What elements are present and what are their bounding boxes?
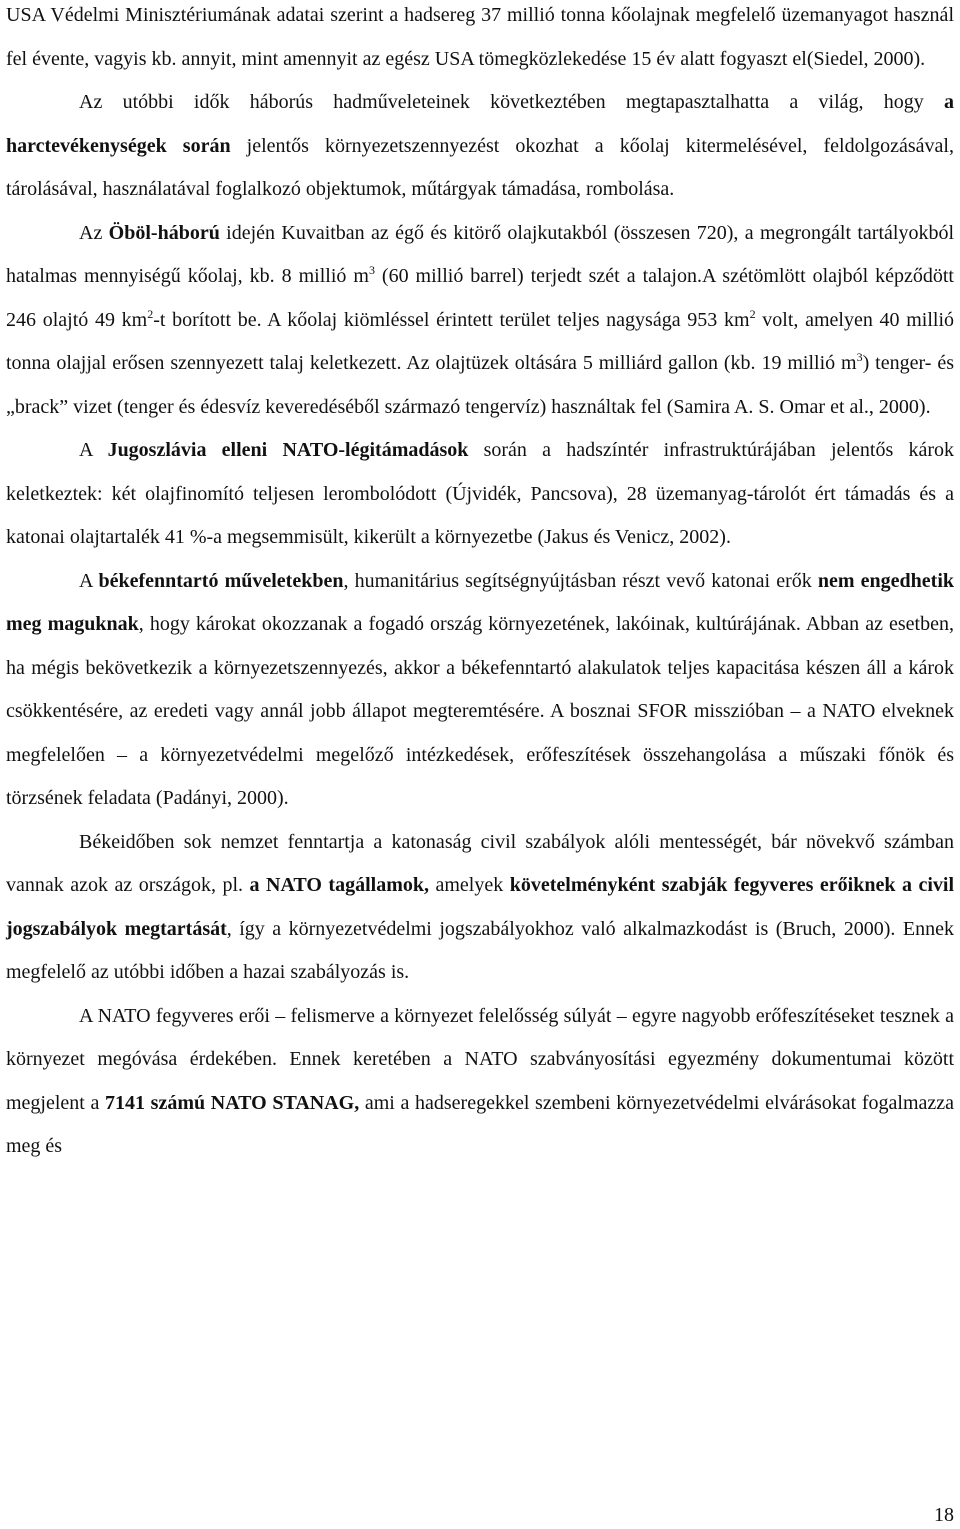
bold-text: a NATO tagállamok, <box>249 874 429 896</box>
bold-text: nem engedhetik meg maguknak <box>6 569 954 635</box>
superscript: 3 <box>856 350 863 364</box>
body-text <box>6 0 954 1169</box>
bold-text: Öböl-háború <box>108 221 220 244</box>
text-run: -t borított be. A kőolaj kiömléssel érintett terület teljes nagysága 953 km <box>153 308 750 331</box>
text-run: amelyek <box>429 874 510 896</box>
text-run: ami a hadseregekkel szembeni környezetvédelmi elvárásokat fogalmazza meg és <box>6 1091 955 1157</box>
paragraph <box>6 995 954 1169</box>
text-run: jelentős környezetszennyezést okozhat a kőolaj kitermelésével, feldolgozásával, tárolásával, használatával foglalkozó objektumok, műtárgyak támadása, rombolása. <box>6 134 954 200</box>
text-run: Az <box>79 221 109 244</box>
bold-text: a harctevékenységek során <box>6 91 954 157</box>
text-run: , hogy károkat okozzanak a fogadó ország környezetének, lakóinak, kultúrájának. Abban az esetben, ha mégis bekövetkezik a környezetszennyezés, akkor a békefenntartó alakulatok teljes kapacitása készen áll a károk csökkentésére, az eredeti vagy annál jobb állapot megteremtésére. A bosznai SFOR misszióban – a NATO elveknek megfelelően – a környezetvédelmi megelőző intézkedések, erőfeszítések összehangolása a műszaki főnök és törzsének feladata (Padányi, 2000). <box>6 613 954 809</box>
superscript: 3 <box>368 263 375 277</box>
paragraph <box>6 821 954 995</box>
bold-text: békefenntartó műveletekben <box>98 569 344 592</box>
bold-text: Jugoszlávia elleni NATO-légitámadások <box>107 439 469 461</box>
bold-text: 7141 számú NATO STANAG, <box>105 1091 360 1114</box>
text-run: (60 millió barrel) terjedt szét a talajon.A szétömlött olajból képződött 246 olajtó 49 km <box>6 265 954 331</box>
text-run: A <box>79 569 99 592</box>
paragraph <box>6 560 954 821</box>
paragraph <box>6 0 954 81</box>
superscript: 2 <box>147 306 154 321</box>
text-run: , humanitárius segítségnyújtásban részt vevő katonai erők <box>343 569 818 592</box>
text-run: ) tenger- és „brack” vizet (tenger és édesvíz keveredéséből származó tengervíz) használtak fel (Samira A. S. Omar et al., 2000). <box>6 352 954 418</box>
bold-text: követelményként szabják fegyveres erőiknek a civil jogszabályok megtartását <box>6 874 955 940</box>
page-number: 18 <box>934 1504 954 1526</box>
text-run: Békeidőben sok nemzet fenntartja a katonaság civil szabályok alóli mentességét, bár növekvő számban vannak azok az országok, pl. <box>6 830 954 896</box>
text-run: során a hadszíntér infrastruktúrájában jelentős károk keletkeztek: két olajfinomító teljesen lerombolódott (Újvidék, Pancsova), 28 üzemanyag-tárolót ért támadás és a katonai olajtartalék 41 %-a megsemmisült, kikerült a környezetbe (Jakus és Venicz, 2002). <box>6 439 954 548</box>
text-run: A <box>79 439 108 461</box>
superscript: 2 <box>749 306 756 321</box>
text-run: USA Védelmi Minisztériumának adatai szerint a hadsereg 37 millió tonna kőolajnak megfelelő üzemanyagot használ fel évente, vagyis kb. annyit, mint amennyit az egész USA tömegközlekedése 15 év alatt fogyaszt el(Siedel, 2000). <box>6 4 954 70</box>
paragraph <box>6 81 954 212</box>
document-page <box>6 0 954 1169</box>
text-run: volt, amelyen 40 millió tonna olajjal erősen szennyezett talaj keletkezett. Az olajtüzek oltására 5 milliárd gallon (kb. 19 millió m <box>6 308 955 374</box>
paragraph <box>6 212 954 430</box>
text-run: idején Kuvaitban az égő és kitörő olajkutakból (összesen 720), a megrongált tartályokból hatalmas mennyiségű kőolaj, kb. 8 millió m <box>6 221 955 287</box>
text-run: , így a környezetvédelmi jogszabályokhoz való alkalmazkodást is (Bruch, 2000). Ennek megfelelő az utóbbi időben a hazai szabályozás is. <box>6 917 954 983</box>
text-run: Az utóbbi idők háborús hadműveleteinek következtében megtapasztalhatta a világ, hogy <box>79 91 944 113</box>
paragraph <box>6 429 954 560</box>
text-run: A NATO fegyveres erői – felismerve a környezet felelősség súlyát – egyre nagyobb erőfeszítéseket tesznek a környezet megóvása érdekében. Ennek keretében a NATO szabványosítási egyezmény dokumentumai között megjelent a <box>6 1004 954 1114</box>
